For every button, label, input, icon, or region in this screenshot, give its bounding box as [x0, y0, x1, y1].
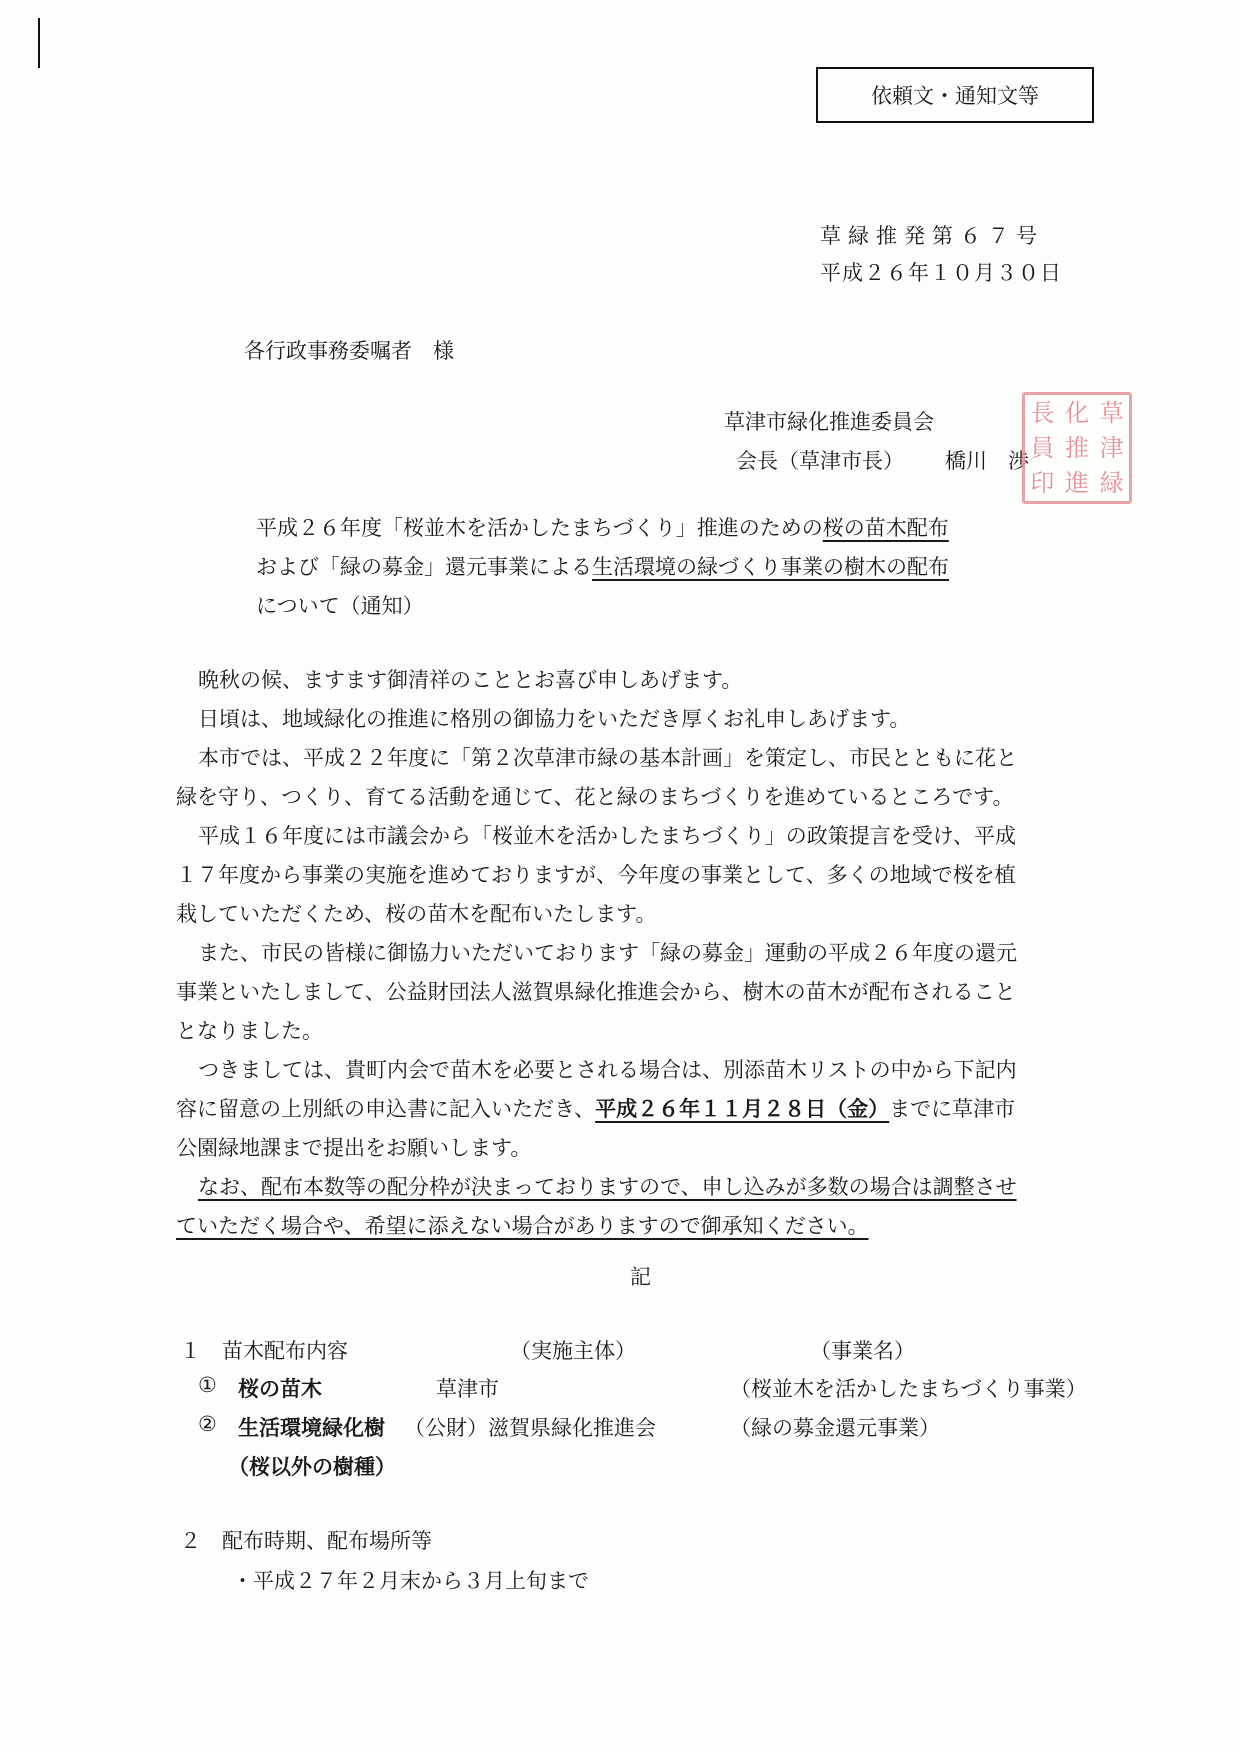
body-text: までに草津市 [889, 1097, 1016, 1121]
official-seal-stamp [1022, 392, 1132, 504]
row-2-project: （緑の募金還元事業） [730, 1416, 940, 1440]
title-line-1 [256, 512, 949, 542]
column-entity-header: （実施主体） [510, 1339, 636, 1363]
row-1-number: ① [198, 1373, 217, 1397]
sender-name: 橋川 渉 [945, 449, 1029, 473]
body-line: 事業といたしまして、公益財団法人滋賀県緑化推進会から、樹木の苗木が配布されること [176, 980, 1016, 1004]
body-line: 栽していただくため、桜の苗木を配布いたします。 [176, 902, 657, 926]
body-line: 日頃は、地域緑化の推進に格別の御協力をいただき厚くお礼申しあげます。 [198, 707, 911, 731]
title-line-1-underlined: 桜の苗木配布 [822, 516, 949, 540]
section-2-item-1: ・平成２７年２月末から３月上旬まで [232, 1569, 589, 1593]
title-line-2 [256, 551, 949, 581]
doc-type-tag [816, 67, 1094, 123]
ki-marker: 記 [630, 1265, 651, 1289]
section-2-heading: ２ 配布時期、配布場所等 [180, 1529, 432, 1553]
row-2-name: 生活環境緑化樹 [238, 1415, 385, 1440]
body-line: また、市民の皆様に御協力いただいております「緑の募金」運動の平成２６年度の還元 [198, 941, 1017, 965]
notice-line-underlined: なお、配布本数等の配分枠が決まっておりますので、申し込みが多数の場合は調整させ [198, 1175, 1017, 1199]
title-line-3: について（通知） [256, 594, 424, 618]
doc-number: 草緑推発第６７号 [820, 224, 1044, 248]
notice-line-underlined: ていただく場合や、希望に添えない場合がありますので御承知ください。 [176, 1214, 869, 1238]
row-2-number: ② [198, 1412, 217, 1436]
body-line: 平成１６年度には市議会から「桜並木を活かしたまちづくり」の政策提言を受け、平成 [198, 824, 1016, 848]
seal-char: 緑 [1099, 469, 1124, 498]
seal-char: 員 [1030, 433, 1055, 462]
addressee: 各行政事務委嘱者 様 [244, 339, 454, 363]
row-1-project: （桜並木を活かしたまちづくり事業） [730, 1377, 1087, 1401]
seal-char: 印 [1030, 469, 1055, 498]
seal-char: 津 [1099, 433, 1124, 462]
body-line: つきましては、貴町内会で苗木を必要とされる場合は、別添苗木リストの中から下記内 [198, 1058, 1017, 1082]
deadline-date: 平成２６年１１月２８日（金） [595, 1096, 890, 1121]
body-line: 晩秋の候、ますます御清祥のこととお喜び申しあげます。 [198, 668, 743, 692]
body-text: 容に留意の上別紙の申込書に記入いただき、 [176, 1097, 596, 1121]
sender-org: 草津市緑化推進委員会 [724, 410, 934, 434]
body-line: 本市では、平成２２年度に「第２次草津市緑の基本計画」を策定し、市民とともに花と [198, 746, 1017, 770]
row-1-name: 桜の苗木 [238, 1376, 322, 1401]
title-line-2-underlined: 生活環境の緑づくり事業の樹木の配布 [592, 555, 949, 579]
seal-char: 長 [1030, 398, 1055, 427]
seal-char: 草 [1099, 398, 1124, 427]
title-line-2-text: および「緑の募金」還元事業による [256, 555, 592, 579]
margin-mark [38, 18, 40, 68]
row-2-entity: （公財）滋賀県緑化推進会 [404, 1416, 656, 1440]
body-line: 公園緑地課まで提出をお願いします。 [176, 1136, 532, 1160]
body-line: １７年度から事業の実施を進めておりますが、今年度の事業として、多くの地域で桜を植 [176, 863, 1016, 887]
seal-char: 進 [1065, 469, 1090, 498]
body-line: となりました。 [176, 1019, 323, 1043]
body-line-deadline [176, 1093, 1096, 1123]
doc-type-tag-text: 依頼文・通知文等 [871, 84, 1039, 108]
seal-char: 推 [1065, 433, 1090, 462]
row-2-note: （桜以外の樹種） [228, 1454, 396, 1479]
body-line: 緑を守り、つくり、育てる活動を通じて、花と緑のまちづくりを進めているところです。 [176, 785, 1014, 809]
title-line-1-text: 平成２６年度「桜並木を活かしたまちづくり」推進のための [256, 516, 823, 540]
section-1-heading: １ 苗木配布内容 [180, 1339, 348, 1363]
row-1-entity: 草津市 [436, 1377, 499, 1401]
seal-char: 化 [1065, 398, 1090, 427]
doc-date: 平成２６年１０月３０日 [820, 261, 1062, 285]
column-project-header: （事業名） [810, 1339, 915, 1363]
sender-role: 会長（草津市長） [736, 449, 904, 473]
